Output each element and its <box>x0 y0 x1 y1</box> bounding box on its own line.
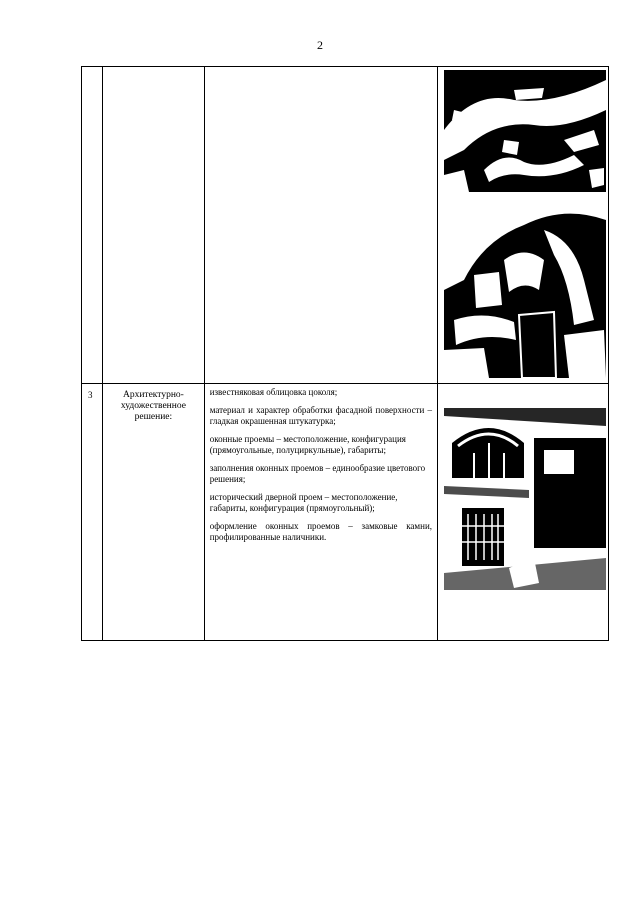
row-description <box>205 384 437 543</box>
row-description-cell <box>204 67 437 384</box>
row-number-cell <box>82 384 103 641</box>
row-name: Архитектурно- художественное решение: <box>120 390 186 422</box>
table-row <box>82 67 609 384</box>
row-number: 3 <box>88 390 93 400</box>
row-photo-cell <box>438 384 609 641</box>
row-name-cell <box>103 384 205 641</box>
monument-subject-table <box>81 66 609 641</box>
description-item: заполнения оконных проемов – единообразие цветового решения; <box>209 463 426 484</box>
vault-photo <box>444 70 606 192</box>
row-photo-cell <box>438 67 609 384</box>
description-item: оформление оконных проемов – замковые камни, профилированные наличники. <box>209 521 433 542</box>
row-number-cell <box>82 67 103 384</box>
description-item: известняковая облицовка цоколя; <box>209 387 338 397</box>
facade-photo <box>444 408 606 590</box>
page-number: 2 <box>317 38 323 52</box>
arch-niche-photo <box>444 200 606 378</box>
description-item: исторический дверной проем – местоположение, габариты, конфигурация (прямоугольный); <box>209 492 398 513</box>
row-name-cell <box>103 67 205 384</box>
row-description-cell <box>204 384 437 641</box>
table-row <box>82 384 609 641</box>
description-item: материал и характер обработки фасадной поверхности – гладкая окрашенная штукатурка; <box>209 405 433 426</box>
description-item: оконные проемы – местоположение, конфигурация (прямоугольные, полуциркульные), габариты; <box>209 434 406 455</box>
